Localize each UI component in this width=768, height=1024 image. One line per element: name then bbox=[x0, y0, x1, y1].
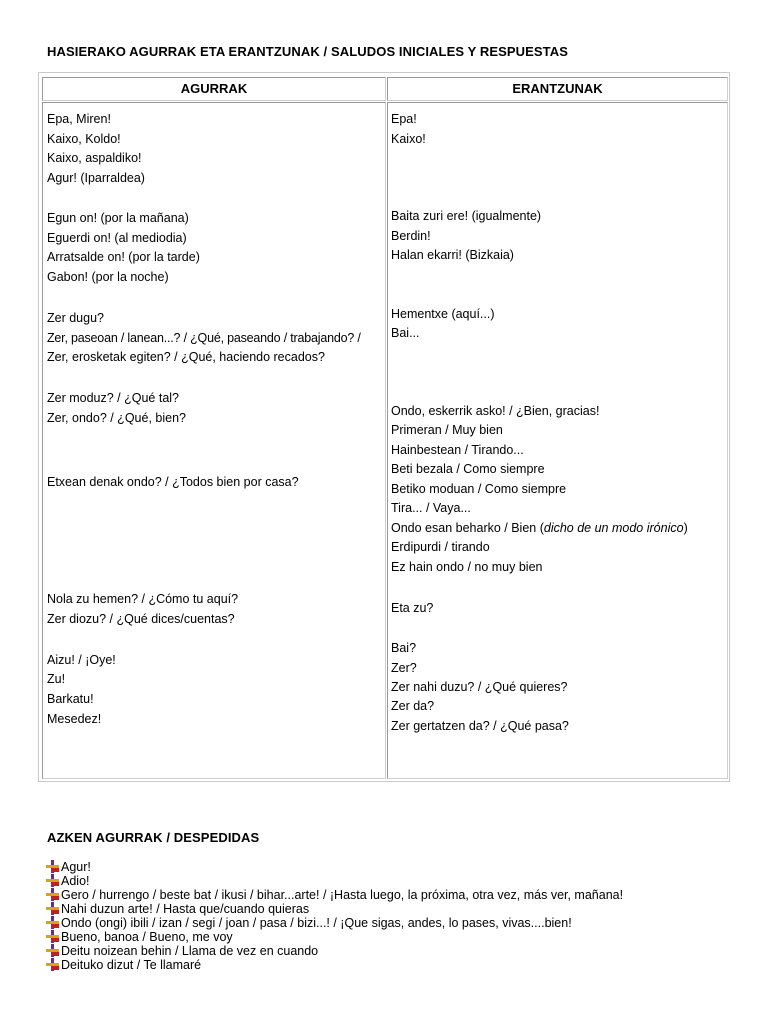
greeting-line: Zer, paseoan / lanean...? / ¿Qué, paseando / trabajando? / bbox=[47, 331, 361, 345]
farewell-text: Agur! bbox=[61, 860, 91, 874]
greeting-line: Zer moduz? / ¿Qué tal? bbox=[47, 391, 180, 405]
section-title-farewells: AZKEN AGURRAK / DESPEDIDAS bbox=[47, 830, 260, 845]
closing-paren: ) bbox=[683, 521, 688, 535]
response-line: Betiko moduan / Como siempre bbox=[391, 482, 567, 496]
responses-cell bbox=[387, 102, 728, 779]
column-header-agurrak: AGURRAK bbox=[42, 77, 386, 101]
response-line: Epa! bbox=[391, 112, 417, 126]
response-line: Hementxe (aquí...) bbox=[391, 307, 495, 321]
response-line: Berdin! bbox=[391, 229, 431, 243]
list-bullet-icon bbox=[46, 860, 60, 873]
response-line-ironic bbox=[391, 520, 688, 536]
farewell-item bbox=[46, 930, 233, 944]
farewell-text: Deituko dizut / Te llamaré bbox=[61, 958, 202, 972]
response-line: Zer nahi duzu? / ¿Qué quieres? bbox=[391, 680, 568, 694]
greeting-line: Epa, Miren! bbox=[47, 112, 111, 126]
list-bullet-icon bbox=[46, 874, 60, 887]
greeting-line: Arratsalde on! (por la tarde) bbox=[47, 250, 200, 264]
farewell-text: Ondo (ongi) ibili / izan / segi / joan / pasa / bizi...! / ¡Que sigas, andes, lo pases, vivas....bien! bbox=[61, 916, 572, 930]
list-bullet-icon bbox=[46, 944, 60, 957]
response-text: Ondo esan beharko / Bien ( bbox=[391, 521, 544, 535]
greeting-line: Etxean denak ondo? / ¿Todos bien por casa? bbox=[47, 475, 299, 489]
response-line: Bai... bbox=[391, 326, 420, 340]
farewell-text: Bueno, banoa / Bueno, me voy bbox=[61, 930, 233, 944]
response-line: Zer? bbox=[391, 661, 417, 675]
farewell-text: Adio! bbox=[61, 874, 90, 888]
greeting-line: Kaixo, Koldo! bbox=[47, 132, 121, 146]
greeting-line: Zer, ondo? / ¿Qué, bien? bbox=[47, 411, 186, 425]
response-line: Ondo, eskerrik asko! / ¿Bien, gracias! bbox=[391, 404, 600, 418]
greeting-line: Kaixo, aspaldiko! bbox=[47, 151, 142, 165]
response-line: Zer gertatzen da? / ¿Qué pasa? bbox=[391, 719, 569, 733]
list-bullet-icon bbox=[46, 930, 60, 943]
farewell-item bbox=[46, 902, 309, 916]
list-bullet-icon bbox=[46, 902, 60, 915]
greeting-line: Barkatu! bbox=[47, 692, 94, 706]
response-line: Baita zuri ere! (igualmente) bbox=[391, 209, 542, 223]
greetings-table bbox=[38, 72, 730, 782]
greeting-line: Eguerdi on! (al mediodia) bbox=[47, 231, 187, 245]
greeting-line: Nola zu hemen? / ¿Cómo tu aquí? bbox=[47, 592, 239, 606]
greeting-line: Agur! (Iparraldea) bbox=[47, 171, 145, 185]
farewell-item bbox=[46, 860, 91, 874]
farewell-item bbox=[46, 944, 318, 958]
list-bullet-icon bbox=[46, 958, 60, 971]
response-line: Eta zu? bbox=[391, 601, 434, 615]
greeting-line: Zu! bbox=[47, 672, 66, 686]
response-line: Kaixo! bbox=[391, 132, 426, 146]
farewell-text: Nahi duzun arte! / Hasta que/cuando quieras bbox=[61, 902, 310, 916]
list-bullet-icon bbox=[46, 888, 60, 901]
farewell-item bbox=[46, 888, 623, 902]
response-line: Halan ekarri! (Bizkaia) bbox=[391, 248, 514, 262]
section-title-greetings: HASIERAKO AGURRAK ETA ERANTZUNAK / SALUDOS INICIALES Y RESPUESTAS bbox=[47, 44, 569, 59]
response-line: Primeran / Muy bien bbox=[391, 423, 503, 437]
farewell-text: Deitu noizean behin / Llama de vez en cuando bbox=[61, 944, 319, 958]
ironic-note: dicho de un modo irónico bbox=[543, 521, 684, 535]
greeting-line: Mesedez! bbox=[47, 712, 102, 726]
greeting-line: Zer dugu? bbox=[47, 311, 104, 325]
farewell-item bbox=[46, 874, 90, 888]
farewell-item bbox=[46, 958, 201, 972]
response-line: Zer da? bbox=[391, 699, 435, 713]
response-line: Erdipurdi / tirando bbox=[391, 540, 490, 554]
response-line: Tira... / Vaya... bbox=[391, 501, 471, 515]
greeting-line: Aizu! / ¡Oye! bbox=[47, 653, 116, 667]
response-line: Ez hain ondo / no muy bien bbox=[391, 560, 543, 574]
greeting-line: Egun on! (por la mañana) bbox=[47, 211, 189, 225]
greeting-line: Zer, erosketak egiten? / ¿Qué, haciendo recados? bbox=[47, 350, 325, 364]
column-header-erantzunak: ERANTZUNAK bbox=[387, 77, 728, 101]
greeting-line: Zer diozu? / ¿Qué dices/cuentas? bbox=[47, 612, 235, 626]
farewell-text: Gero / hurrengo / beste bat / ikusi / bihar...arte! / ¡Hasta luego, la próxima, otra vez, más ver, mañana! bbox=[61, 888, 624, 902]
greetings-cell bbox=[42, 102, 386, 779]
response-line: Beti bezala / Como siempre bbox=[391, 462, 545, 476]
response-line: Bai? bbox=[391, 641, 417, 655]
farewell-item bbox=[46, 916, 572, 930]
greeting-line: Gabon! (por la noche) bbox=[47, 270, 169, 284]
response-line: Hainbestean / Tirando... bbox=[391, 443, 524, 457]
list-bullet-icon bbox=[46, 916, 60, 929]
